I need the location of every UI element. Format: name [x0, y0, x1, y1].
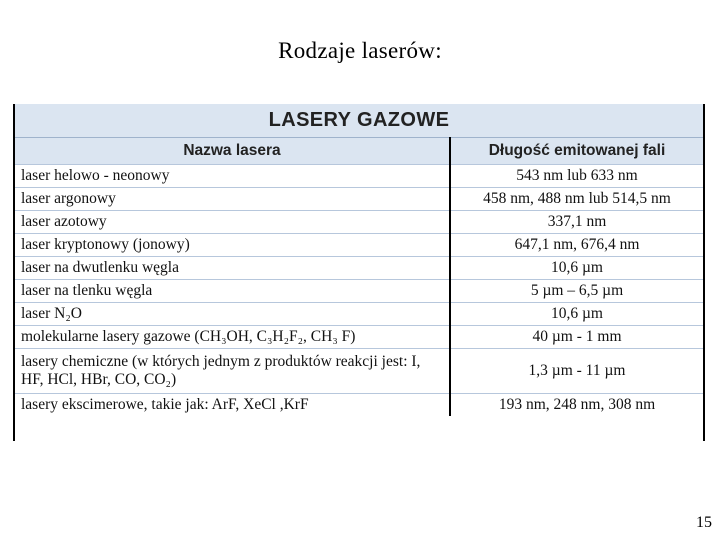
gas-lasers-table	[13, 104, 705, 441]
table-row	[15, 326, 703, 349]
table-row	[15, 211, 703, 234]
laser-name-cell: molekularne lasery gazowe (CH₃OH, C₃H₂F₂, CH₃ F)	[15, 326, 450, 349]
table-row	[15, 349, 703, 394]
table-header-row	[15, 138, 703, 165]
laser-name-cell: laser N₂O	[15, 303, 450, 326]
table-row	[15, 188, 703, 211]
table	[15, 104, 703, 416]
wavelength-cell: 5 µm – 6,5 µm	[450, 280, 703, 303]
laser-name-cell: laser helowo - neonowy	[15, 165, 450, 188]
wavelength-cell: 193 nm, 248 nm, 308 nm	[450, 394, 703, 417]
laser-name-cell: laser na dwutlenku węgla	[15, 257, 450, 280]
laser-name-cell: laser argonowy	[15, 188, 450, 211]
table-row	[15, 165, 703, 188]
laser-name-cell: laser na tlenku węgla	[15, 280, 450, 303]
laser-name-cell: laser azotowy	[15, 211, 450, 234]
table-row	[15, 280, 703, 303]
laser-name-cell: laser kryptonowy (jonowy)	[15, 234, 450, 257]
table-row	[15, 234, 703, 257]
wavelength-cell: 647,1 nm, 676,4 nm	[450, 234, 703, 257]
slide-title: Rodzaje laserów:	[278, 38, 442, 63]
wavelength-cell: 10,6 µm	[450, 303, 703, 326]
table-title-row	[15, 104, 703, 138]
table-title: LASERY GAZOWE	[15, 104, 703, 138]
wavelength-cell: 10,6 µm	[450, 257, 703, 280]
table-row	[15, 257, 703, 280]
header-laser-name: Nazwa lasera	[15, 138, 450, 165]
wavelength-cell: 40 µm - 1 mm	[450, 326, 703, 349]
table-row	[15, 303, 703, 326]
laser-name-cell: lasery chemiczne (w których jednym z produktów reakcji jest: I, HF, HCl, HBr, CO, CO₂)	[15, 349, 450, 394]
wavelength-cell: 458 nm, 488 nm lub 514,5 nm	[450, 188, 703, 211]
wavelength-cell: 337,1 nm	[450, 211, 703, 234]
header-wavelength: Długość emitowanej fali	[450, 138, 703, 165]
page-number: 15	[696, 514, 712, 531]
wavelength-cell: 543 nm lub 633 nm	[450, 165, 703, 188]
wavelength-cell: 1,3 µm - 11 µm	[450, 349, 703, 394]
laser-name-cell: lasery ekscimerowe, takie jak: ArF, XeCl ,KrF	[15, 394, 450, 417]
table-row	[15, 394, 703, 417]
